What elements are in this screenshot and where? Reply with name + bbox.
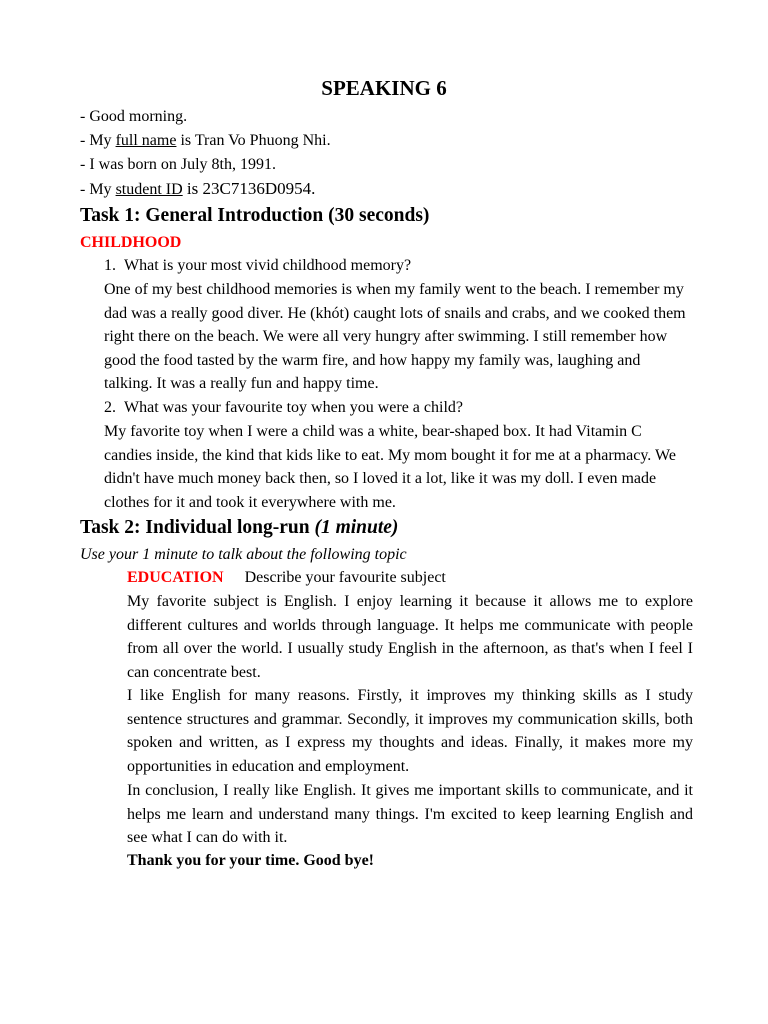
name-label: full name: [115, 132, 177, 149]
page-title: SPEAKING 6: [321, 76, 447, 100]
task2-paragraph-3: In conclusion, I really like English. It gives me important skills to communicate, and it helps me learn and understand many things. I'm excited to keep learning English and see what I can do with it.: [127, 782, 693, 847]
closing-line: Thank you for your time. Good bye!: [127, 852, 374, 869]
id-suffix: is 23C7136D0954.: [182, 179, 316, 198]
task2-instruction: Use your 1 minute to talk about the following topic: [80, 546, 407, 563]
task2-heading-main: Task 2: Individual long-run: [80, 517, 315, 538]
name-prefix: - My: [80, 132, 116, 149]
task2-heading: [80, 515, 398, 541]
question-2-number: 2.: [104, 399, 116, 416]
question-1-number: 1.: [104, 257, 116, 274]
question-1-text: What is your most vivid childhood memory?: [124, 257, 412, 274]
greeting-line: - Good morning.: [80, 108, 188, 125]
id-prefix: - My: [80, 181, 116, 198]
student-id-line: [80, 177, 315, 202]
task1-category: CHILDHOOD: [80, 234, 182, 251]
question-2-text: What was your favourite toy when you were a child?: [124, 399, 463, 416]
task2-category: EDUCATION: [127, 569, 224, 586]
task2-topic-line: [127, 566, 446, 590]
name-line: [80, 129, 331, 153]
task2-heading-duration: (1 minute): [314, 517, 399, 538]
task1-heading: Task 1: General Introduction (30 seconds): [80, 205, 430, 226]
task2-paragraph-2: I like English for many reasons. Firstly, it improves my thinking skills as I study sentence structures and grammar. Secondly, it improves my communication skills, both spoken and written, as I express my thoughts and ideas. Finally, it makes more my opportunities in education and employment.: [127, 687, 693, 775]
question-2: [104, 396, 463, 420]
task2-paragraph-1: My favorite subject is English. I enjoy learning it because it allows me to explore different cultures and worlds through language. It helps me communicate with people from all over the world. I usually study English in the afternoon, as that's when I feel I can concentrate best.: [127, 593, 693, 681]
name-suffix: is Tran Vo Phuong Nhi.: [176, 132, 331, 149]
task2-topic: Describe your favourite subject: [244, 569, 446, 586]
answer-1: One of my best childhood memories is when my family went to the beach. I remember my dad was a really good diver. He (khót) caught lots of snails and crabs, and we cooked them right there on the beach. We were all very hungry after swimming. I still remember how good the food tasted by the warm fire, and how happy my family was, laughing and talking. It was a really fun and happy time.: [104, 281, 686, 393]
question-1: [104, 254, 411, 278]
born-line: - I was born on July 8th, 1991.: [80, 156, 276, 173]
answer-2: My favorite toy when I were a child was a white, bear-shaped box. It had Vitamin C candies inside, the kind that kids like to eat. My mom bought it for me at a pharmacy. We didn't have much money back then, so I loved it a lot, like it was my doll. I even made clothes for it and took it everywhere with me.: [104, 423, 676, 511]
id-label: student ID: [115, 181, 183, 198]
